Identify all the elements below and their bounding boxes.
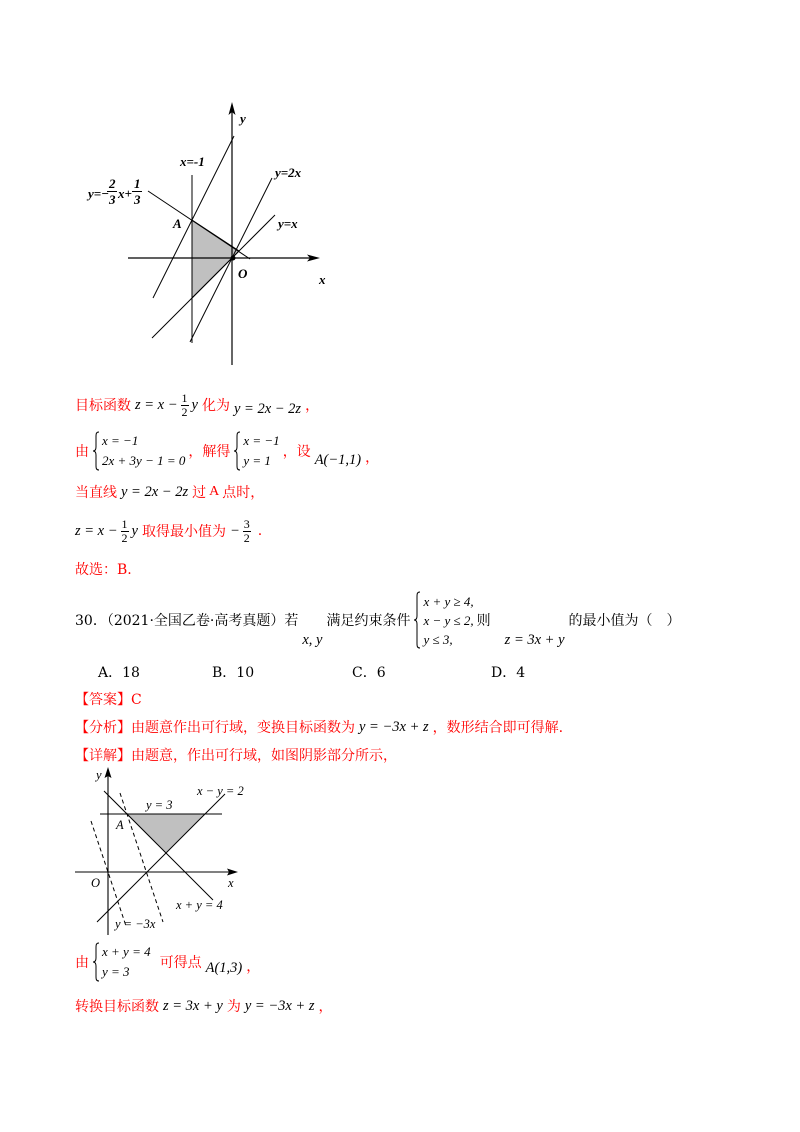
math-point-a: A(−1,1) (314, 451, 362, 468)
question-text: 满足约束条件 (326, 613, 411, 629)
label-line-a-num2: 1 (134, 176, 141, 191)
text: 目标函数 (75, 398, 131, 414)
fraction-denominator: 2 (243, 530, 250, 545)
system-row: x = −1 (243, 433, 280, 448)
system-row: y = 1 (243, 453, 271, 468)
system-brace (92, 431, 100, 471)
system-brace (413, 591, 421, 649)
text: ， (246, 959, 261, 975)
text: . (257, 523, 263, 539)
origin-label: O (238, 266, 248, 281)
prev-solution-line-2 (75, 428, 379, 474)
option-a: A．18 (98, 665, 140, 681)
prev-solution-line-4 (75, 514, 262, 548)
system-brace (92, 942, 100, 982)
label-x-minus-y-eq-2: x − y = 2 (197, 784, 244, 798)
question-objective: z = 3x + y (504, 631, 565, 648)
label-x-eq-neg1: x=-1 (180, 154, 205, 169)
math-objective-function (135, 392, 198, 419)
text: 为 (226, 999, 241, 1015)
line-objective-through-a-dashed (120, 793, 163, 922)
math-part: z = x − (75, 522, 118, 539)
x-axis-label: x (228, 876, 234, 890)
equation-system (92, 942, 151, 982)
origin-label: O (91, 876, 101, 890)
text: 由 (75, 444, 89, 460)
text: 点时， (222, 485, 265, 501)
label-y-eq-x: y=x (278, 216, 298, 231)
text: 转换目标函数 (75, 999, 159, 1015)
text: 【分析】由题意作出可行域，变换目标函数为 (75, 720, 355, 736)
point-a-label: A (116, 818, 124, 832)
equation-system (92, 431, 185, 471)
label-line-a-prefix: y=− (88, 186, 110, 201)
prev-solution-line-3 (75, 480, 264, 504)
y-axis-label: y (96, 768, 102, 782)
constraint-row: y ≤ 3, (423, 631, 453, 647)
text: ， (305, 398, 320, 414)
system-rows (243, 431, 279, 471)
system-brace (233, 431, 241, 471)
option-c: C．6 (352, 665, 386, 681)
solution-line-1 (75, 940, 260, 984)
system-rows (102, 942, 151, 982)
label-line-a-den1: 3 (109, 192, 116, 207)
question-prefix: 30．（2021·全国乙卷·高考真题）若 (75, 613, 299, 629)
prev-solution-line-1 (75, 390, 319, 420)
question-text: 则 (476, 613, 491, 629)
text: 过 (192, 485, 207, 501)
math-objective: z = 3x + y (163, 997, 223, 1014)
text: ，设 (282, 444, 311, 460)
figure-2-feasible-region (70, 762, 260, 940)
text: 可得点 (159, 955, 202, 971)
fraction (121, 518, 129, 545)
math-point-a: A(1,3) (205, 959, 243, 976)
shaded-region (127, 814, 205, 853)
math-part: y (191, 396, 198, 413)
y-axis-label: y (240, 111, 246, 126)
label-y-eq-2x: y=2x (275, 165, 302, 180)
system-row: x = −1 (102, 433, 139, 448)
option-b: B．10 (212, 665, 255, 681)
system-row: x + y = 4 (102, 944, 151, 959)
label-y-eq-neg3x: y = −3x (115, 917, 156, 931)
answer-line: 【答案】C (75, 692, 142, 708)
text: 当直线 (75, 485, 117, 501)
fraction (243, 518, 251, 545)
text: ，数形结合即可得解. (432, 720, 564, 736)
text: 由 (75, 955, 89, 971)
origin-dot (231, 256, 236, 261)
detail-line: 【详解】由题意，作出可行域，如图阴影部分所示， (75, 748, 397, 764)
text: 化为 (201, 398, 230, 414)
text: ， (318, 999, 333, 1015)
system-rows (102, 431, 185, 471)
constraint-row: x + y ≥ 4, (423, 593, 474, 609)
fraction (181, 392, 189, 419)
equation-system-solution (233, 431, 279, 471)
constraint-row: x − y ≤ 2, (423, 612, 474, 628)
system-rows (423, 592, 473, 649)
fraction-denominator: 2 (121, 530, 128, 545)
fraction-numerator: 3 (243, 516, 250, 531)
text: ，解得 (188, 444, 231, 460)
label-line-a-mid: x+ (118, 186, 132, 201)
fraction-denominator: 2 (181, 404, 188, 419)
math-rewritten-objective: y = 2x − 2z (233, 400, 302, 417)
math-part: − (229, 522, 240, 539)
system-row: y = 3 (102, 964, 130, 979)
fraction-numerator: 1 (121, 516, 128, 531)
math-part: z = x − (135, 396, 178, 413)
math-transformed-objective: y = −3x + z (244, 997, 315, 1014)
line-y-eq-x (152, 215, 275, 338)
x-axis-label: x (319, 272, 326, 287)
figure-1-feasible-region (80, 95, 340, 375)
question-30-stem (75, 590, 681, 650)
constraint-system (413, 591, 473, 649)
solution-line-2 (75, 994, 332, 1018)
math-objective-function (75, 518, 138, 545)
label-line-a-num1: 2 (109, 176, 116, 191)
prev-solution-choice: 故选：B. (75, 562, 132, 578)
question-variables: x, y (302, 631, 323, 648)
label-line-a-den2: 3 (134, 192, 141, 207)
option-d: D．4 (491, 665, 526, 681)
label-y-eq-3: y = 3 (146, 798, 173, 812)
text: 取得最小值为 (141, 524, 226, 540)
math-transformed-objective: y = −3x + z (359, 718, 429, 735)
math-minimum-value (230, 518, 254, 545)
math-line: y = 2x − 2z (121, 483, 189, 500)
math-part: y (131, 522, 138, 539)
text: ， (365, 450, 380, 466)
analysis-line (75, 716, 563, 738)
label-x-plus-y-eq-4: x + y = 4 (176, 898, 223, 912)
point-a-label: A (173, 216, 182, 231)
question-suffix: 的最小值为（ ） (568, 613, 681, 629)
fraction-numerator: 1 (181, 390, 188, 405)
system-row: 2x + 3y − 1 = 0 (102, 453, 186, 468)
text-point-a: A (209, 484, 220, 499)
